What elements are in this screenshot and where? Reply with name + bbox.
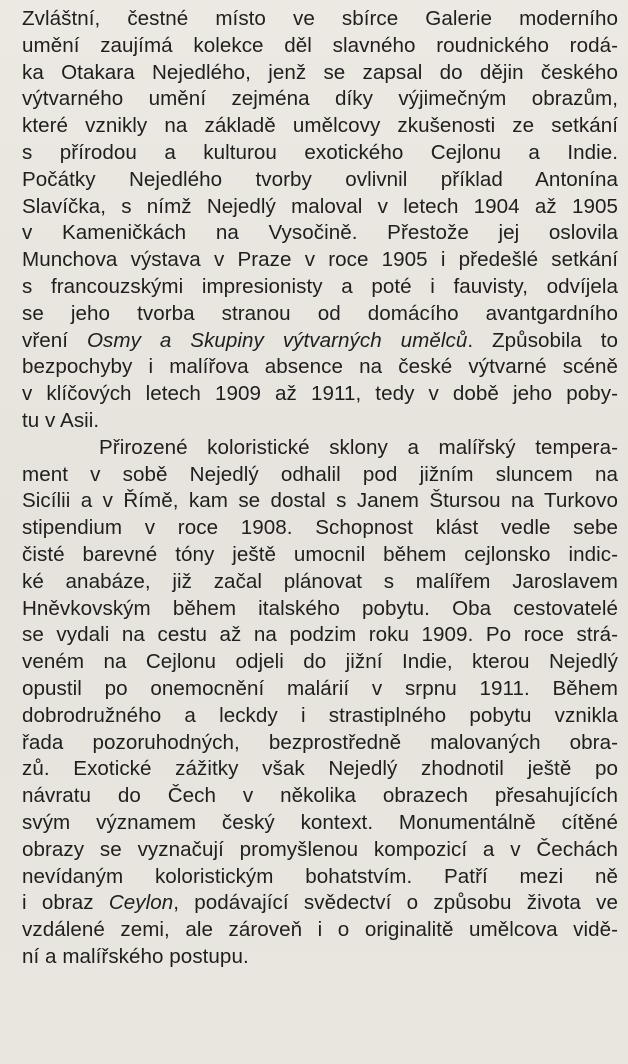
text-line: Hněvkovským během italského pobytu. Oba cestovatelé — [22, 596, 618, 620]
text-line: tu v Asii. — [22, 408, 100, 432]
text-fragment: i obraz — [22, 891, 109, 915]
text-line: s francouzskými impresionisty a poté i fauvisty, odvíjela — [22, 274, 618, 298]
text-line: Slavíčka, s nímž Nejedlý maloval v letech 1904 až 1905 — [22, 194, 618, 218]
text-line: Zvláštní, čestné místo ve sbírce Galerie moderního — [22, 7, 618, 30]
text-line: zů. Exotické zážitky však Nejedlý zhodnotil ještě po — [22, 757, 618, 781]
text-line: s přírodou a kulturou exotického Cejlonu a Indie. — [22, 140, 618, 164]
text-line: vzdálené zemi, ale zároveň i o originalitě umělcova vidě- — [22, 918, 618, 942]
italic-title-osmy-skupiny: Osmy a Skupiny výtvarných umělců — [86, 328, 468, 352]
text-line: ké anabáze, již začal plánovat s malířem Jaroslavem — [22, 569, 618, 593]
text-line: ka Otakara Nejedlého, jenž se zapsal do dějin českého — [22, 60, 618, 84]
text-line: Počátky Nejedlého tvorby ovlivnil příklad Antonína — [22, 167, 618, 191]
text-line: obrazy se vyznačují promyšlenou kompozicí a v Čechách — [22, 837, 618, 861]
text-line: svým významem český kontext. Monumentálně cítěné — [22, 810, 618, 834]
text-fragment: vření — [22, 328, 87, 352]
text-line: ní a malířského postupu. — [22, 944, 249, 968]
text-line: řada pozoruhodných, bezprostředně malovaných obra- — [22, 730, 618, 754]
text-line: v klíčových letech 1909 až 1911, tedy v době jeho poby- — [22, 382, 618, 406]
text-line: bezpochyby i malířova absence na české výtvarné scéně — [22, 355, 618, 379]
paragraph-1 — [22, 6, 618, 435]
text-line — [22, 328, 618, 355]
text-line: umění zaujímá kolekce děl slavného roudnického rodá- — [22, 33, 618, 57]
text-line: stipendium v roce 1908. Schopnost klást vedle sebe — [22, 516, 618, 540]
text-line: dobrodružného a leckdy i strastiplného pobytu vznikla — [22, 703, 618, 727]
text-line: nevídaným koloristickým bohatstvím. Patří mezi ně — [22, 864, 618, 888]
text-line: Munchova výstava v Praze v roce 1905 i předešlé setkání — [22, 248, 618, 272]
text-fragment: , podávající svědectví o způsobu života ve — [173, 891, 618, 915]
text-line: ment v sobě Nejedlý odhalil pod jižním sluncem na — [22, 462, 618, 486]
text-line: veném na Cejlonu odjeli do jižní Indie, kterou Nejedlý — [22, 650, 618, 674]
text-line: které vznikly na základě umělcovy zkušenosti ze setkání — [22, 114, 618, 138]
text-line: výtvarného umění zejména díky výjimečným obrazům, — [22, 87, 618, 111]
text-line: Sicílii a v Římě, kam se dostal s Janem Štursou na Turkovo — [22, 489, 618, 513]
text-line: opustil po onemocnění malárií v srpnu 1911. Během — [22, 676, 618, 700]
text-line: se vydali na cestu až na podzim roku 1909. Po roce strá- — [22, 623, 618, 647]
text-line: v Kameničkách na Vysočině. Přestože jej oslovila — [22, 221, 618, 245]
text-line: čisté barevné tóny ještě umocnil během cejlonsko indic- — [22, 542, 618, 566]
text-line: návratu do Čech v několika obrazech přesahujících — [22, 784, 618, 808]
italic-title-ceylon: Ceylon — [108, 891, 174, 915]
text-line: Přirozené koloristické sklony a malířský tempera- — [99, 435, 618, 459]
text-fragment: . Způsobila to — [467, 328, 618, 352]
paragraph-2 — [22, 435, 618, 971]
text-line — [22, 890, 618, 917]
text-line: se jeho tvorba stranou od domácího avantgardního — [22, 301, 618, 325]
